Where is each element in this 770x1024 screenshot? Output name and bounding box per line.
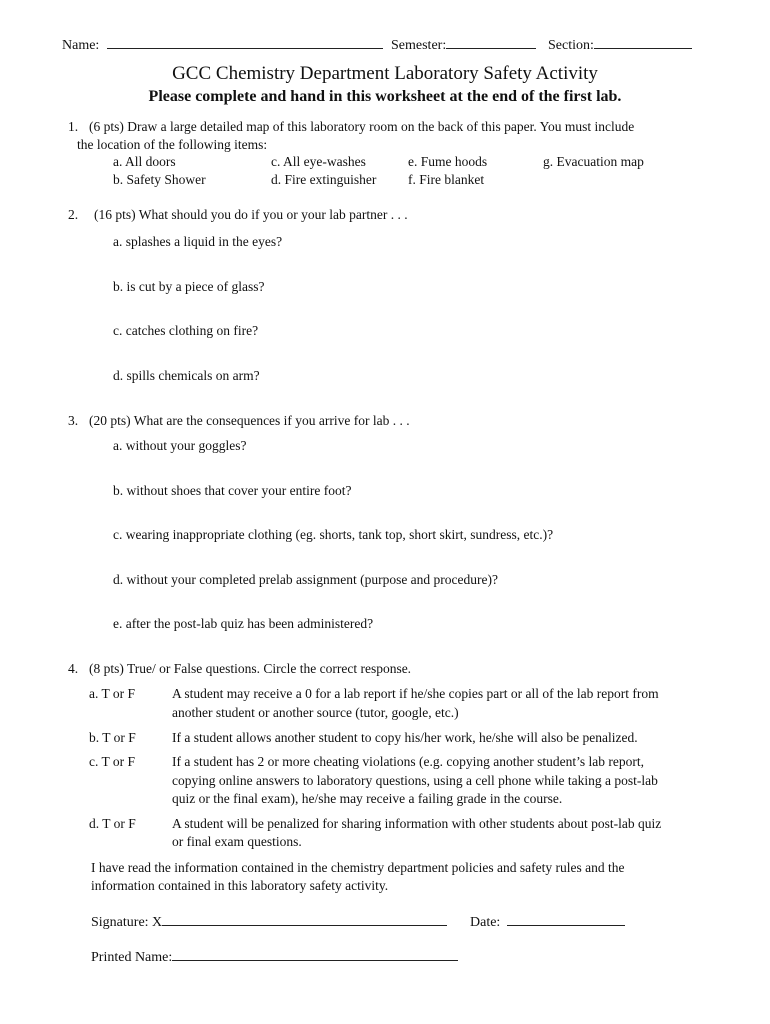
q4-item-d-label[interactable]: d. T or F [89,816,136,831]
semester-label: Semester: [391,38,447,53]
q2-item-c: c. catches clothing on fire? [113,323,259,338]
q1-item-f: f. Fire blanket [408,172,485,187]
q3-number: 3. [68,413,79,428]
printed-name-input-line[interactable] [172,948,458,961]
statement-line1: I have read the information contained in the chemistry department policies and safety rules and the [91,860,625,875]
q1-number: 1. [68,119,79,134]
q1-item-c: c. All eye-washes [271,154,366,169]
semester-input-line[interactable] [446,36,536,49]
date-label: Date: [470,915,501,930]
q1-item-d: d. Fire extinguisher [271,172,377,187]
date-input-line[interactable] [507,913,625,926]
signature-field [91,913,447,931]
section-field [548,36,692,54]
q3-item-d: d. without your completed prelab assignment (purpose and procedure)? [113,572,499,587]
q2-number: 2. [68,207,79,222]
q4-item-a-label[interactable]: a. T or F [89,686,136,701]
section-input-line[interactable] [594,36,692,49]
q4-item-a-line2: another student or another source (tutor, google, etc.) [172,705,459,720]
q4-number: 4. [68,661,79,676]
q4-item-c-label[interactable]: c. T or F [89,754,136,769]
q4-item-c-line1: If a student has 2 or more cheating violations (e.g. copying another student’s lab report, [172,754,644,769]
section-label: Section: [548,38,594,53]
statement-line2: information contained in this laboratory safety activity. [91,878,389,893]
name-field [62,36,383,54]
page-title: GCC Chemistry Department Laboratory Safety Activity [172,63,598,84]
q4-item-a-line1: A student may receive a 0 for a lab report if he/she copies part or all of the lab report from [172,686,659,701]
printed-name-field [91,948,458,966]
q2-item-b: b. is cut by a piece of glass? [113,279,265,294]
date-field [470,913,625,931]
q3-item-e: e. after the post-lab quiz has been administered? [113,616,374,631]
q4-text: (8 pts) True/ or False questions. Circle the correct response. [89,661,412,676]
signature-label: Signature: X [91,915,163,930]
name-label: Name: [62,38,100,53]
q3-item-b: b. without shoes that cover your entire foot? [113,483,352,498]
q1-item-e: e. Fume hoods [408,154,488,169]
q1-text-line1: (6 pts) Draw a large detailed map of this laboratory room on the back of this paper. You must include [89,119,635,134]
q2-text: (16 pts) What should you do if you or your lab partner . . . [94,207,408,222]
name-input-line[interactable] [107,36,383,49]
q2-item-a: a. splashes a liquid in the eyes? [113,234,283,249]
q4-item-d-line2: or final exam questions. [172,834,302,849]
q1-text-line2: the location of the following items: [77,137,268,152]
q1-item-g: g. Evacuation map [543,154,644,169]
q3-item-c: c. wearing inappropriate clothing (eg. shorts, tank top, short skirt, sundress, etc.)? [113,527,554,542]
q1-item-a: a. All doors [113,154,176,169]
semester-field [391,36,536,54]
q1-item-b: b. Safety Shower [113,172,206,187]
q4-item-c-line3: quiz or the final exam), he/she may receive a failing grade in the course. [172,791,563,806]
q3-text: (20 pts) What are the consequences if you arrive for lab . . . [89,413,410,428]
signature-input-line[interactable] [162,913,447,926]
q2-item-d: d. spills chemicals on arm? [113,368,260,383]
q4-item-b-label[interactable]: b. T or F [89,730,136,745]
page-subtitle: Please complete and hand in this worksheet at the end of the first lab. [148,88,622,105]
q4-item-b-line1: If a student allows another student to copy his/her work, he/she will also be penalized. [172,730,638,745]
printed-name-label: Printed Name: [91,950,173,965]
q4-item-c-line2: copying online answers to laboratory questions, using a cell phone while taking a post-lab [172,773,658,788]
q3-item-a: a. without your goggles? [113,438,247,453]
q4-item-d-line1: A student will be penalized for sharing information with other students about post-lab quiz [172,816,662,831]
